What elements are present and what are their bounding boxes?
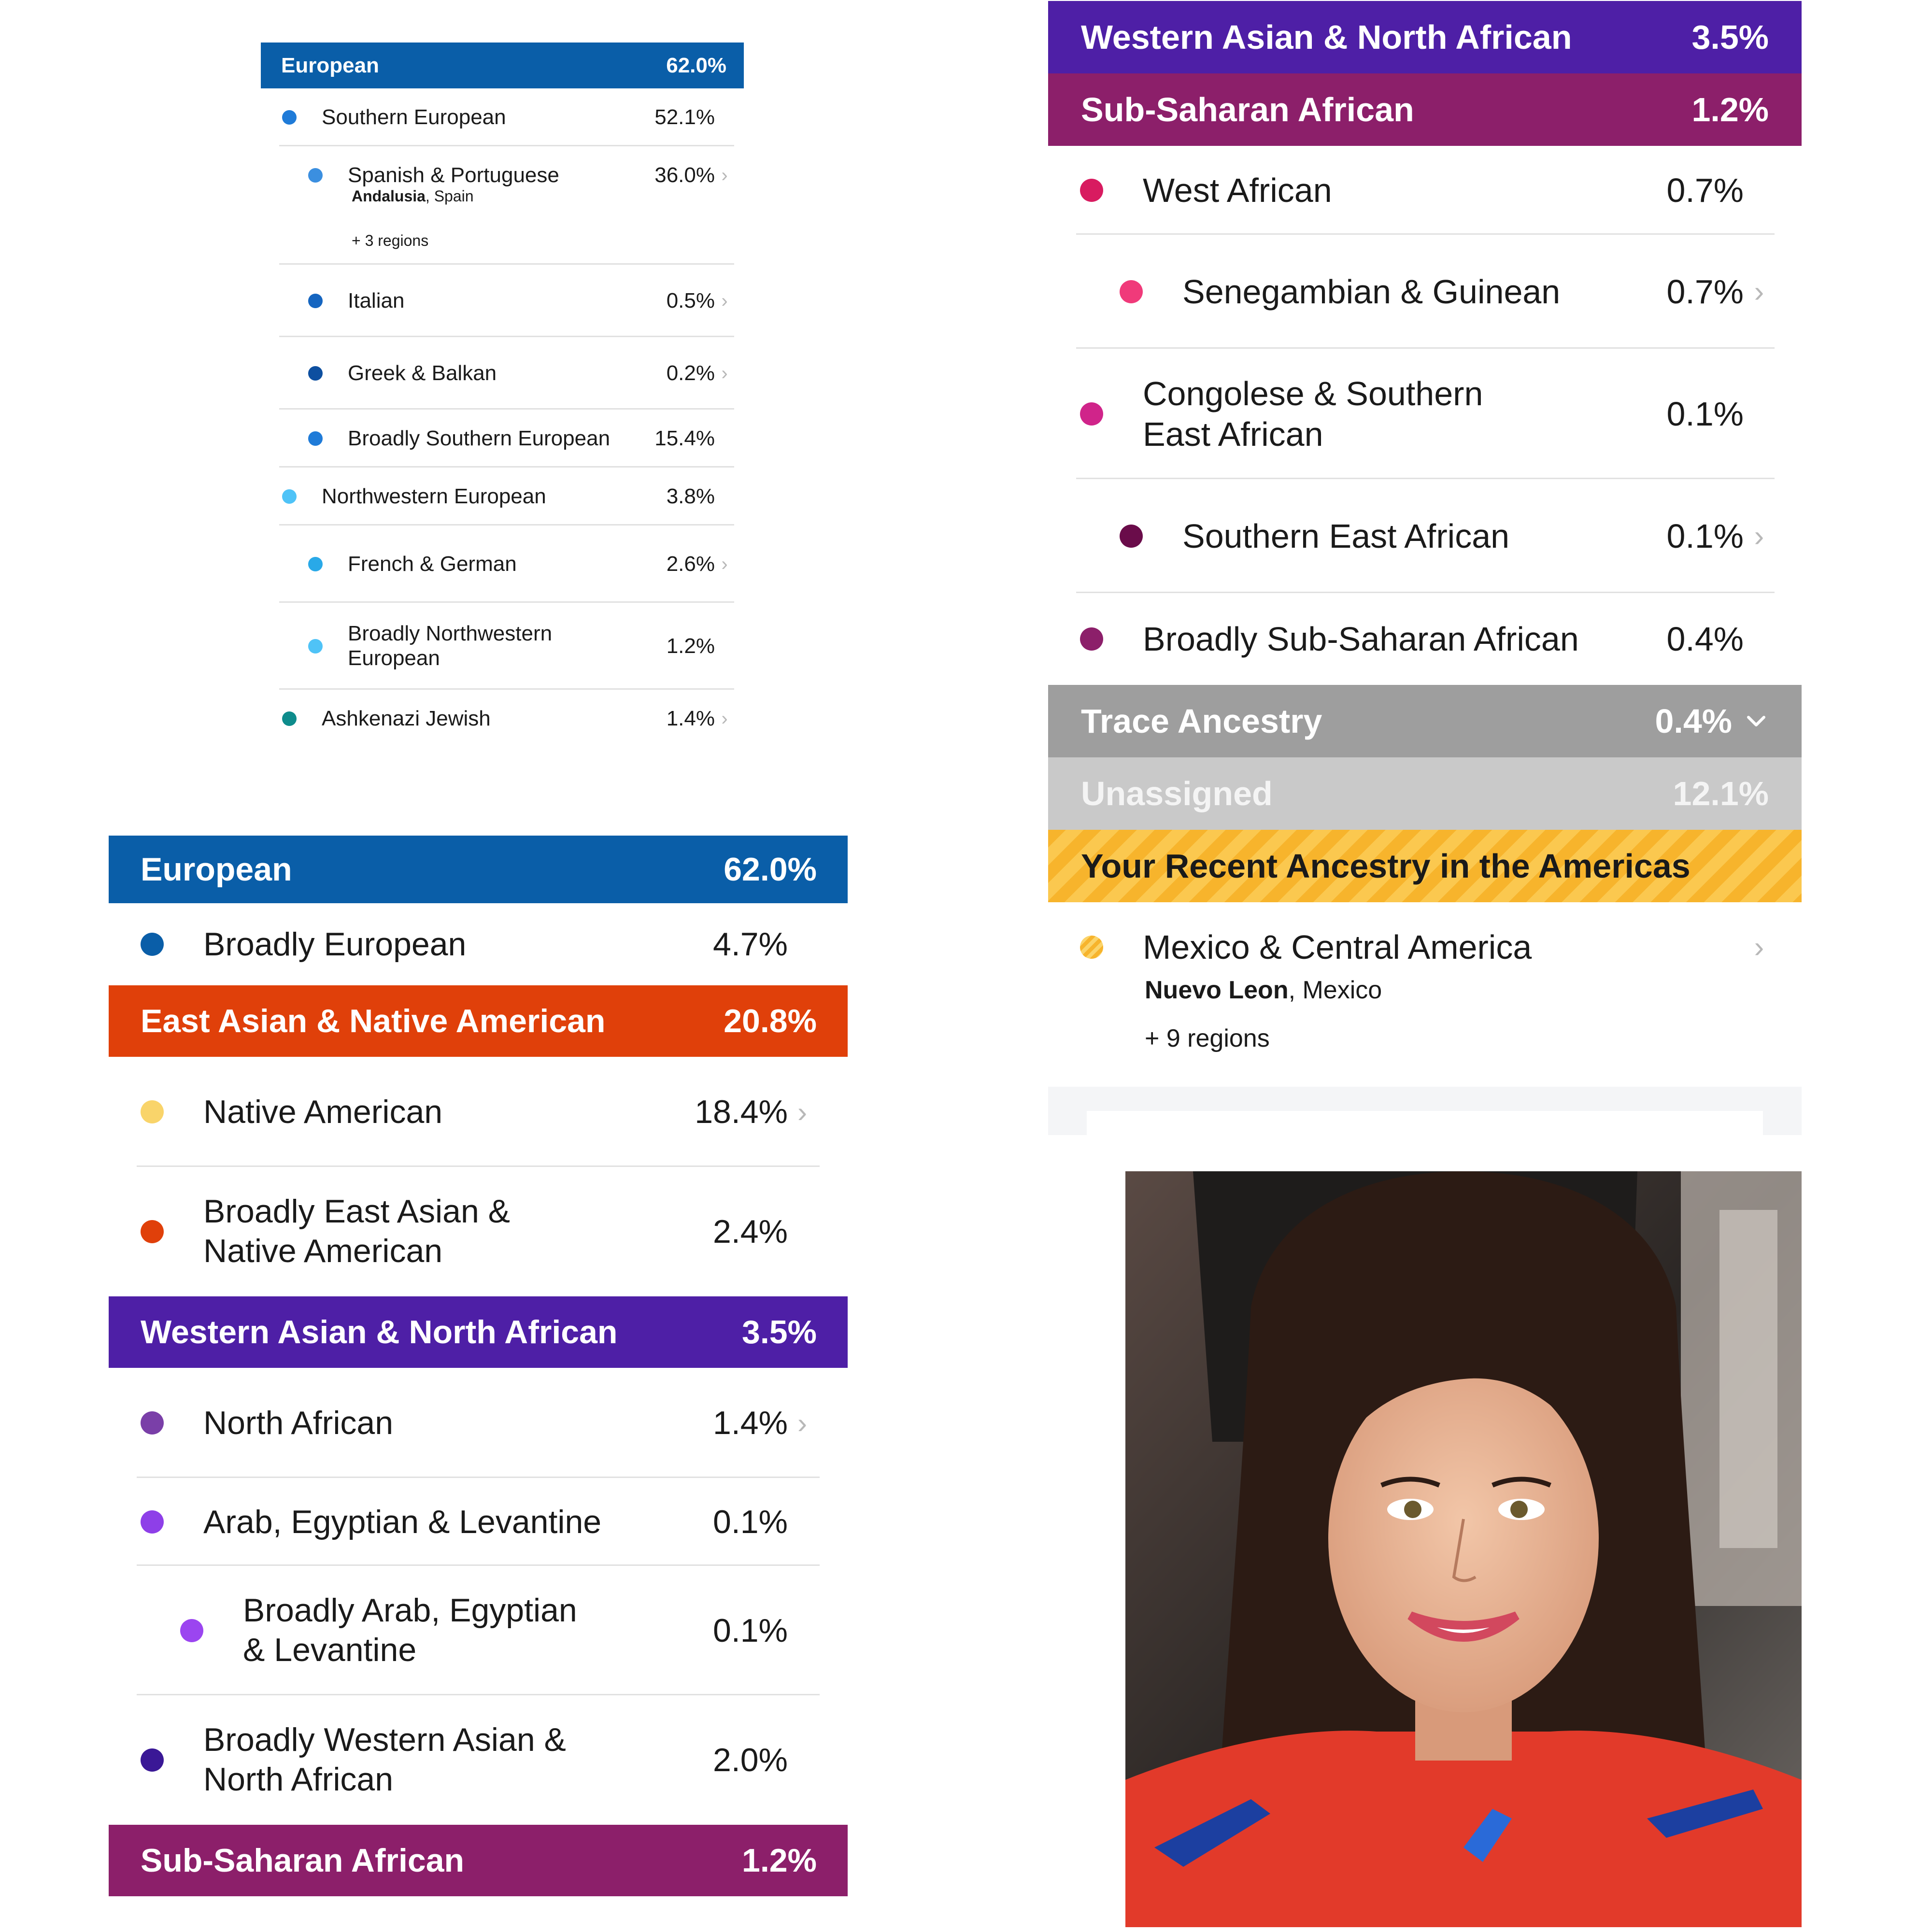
header-label: European bbox=[281, 53, 379, 77]
row-broadly-northwestern-european bbox=[261, 603, 744, 690]
header-label: Trace Ancestry bbox=[1081, 702, 1322, 740]
header-percent: 3.5% bbox=[742, 1314, 817, 1350]
row-label: Southern East African bbox=[1182, 517, 1510, 555]
row-southern-european[interactable] bbox=[261, 88, 744, 146]
trace-ancestry-header[interactable] bbox=[1048, 685, 1802, 757]
row-label: Arab, Egyptian & Levantine bbox=[203, 1504, 602, 1540]
row-percent: 3.8% bbox=[666, 484, 715, 508]
header-percent: 0.4% bbox=[1655, 702, 1732, 740]
row-label: Italian bbox=[348, 289, 405, 313]
row-percent: 0.7% bbox=[1666, 171, 1744, 209]
dot-icon bbox=[141, 933, 164, 956]
row-senegambian-guinean[interactable] bbox=[1048, 235, 1802, 349]
row-label bbox=[348, 622, 642, 670]
row-label: Native American bbox=[203, 1094, 443, 1130]
row-percent: 4.7% bbox=[713, 926, 788, 963]
header-percent: 62.0% bbox=[724, 851, 817, 888]
dot-icon bbox=[308, 557, 323, 571]
european-header[interactable] bbox=[261, 43, 744, 88]
dot-icon bbox=[1080, 179, 1103, 202]
row-label-line1: Broadly Northwestern bbox=[348, 622, 553, 646]
header-percent: 62.0% bbox=[666, 53, 726, 77]
row-label-line2: European bbox=[348, 646, 440, 670]
cut-header-clip bbox=[1048, 18, 1802, 73]
ancestry-panel-european-detail bbox=[261, 43, 744, 767]
dot-icon bbox=[308, 431, 323, 446]
row-percent: 2.6% bbox=[666, 552, 715, 576]
header-label: Sub-Saharan African bbox=[1081, 91, 1414, 128]
dot-icon bbox=[1080, 402, 1103, 426]
chevron-right-icon: › bbox=[721, 362, 728, 384]
dot-icon bbox=[141, 1411, 164, 1435]
dot-icon bbox=[308, 294, 323, 308]
row-label: Northwestern European bbox=[322, 484, 546, 508]
row-west-african[interactable] bbox=[1048, 146, 1802, 235]
row-label-line2: North African bbox=[203, 1761, 394, 1798]
chevron-right-icon: › bbox=[1754, 519, 1764, 553]
row-percent: 0.1% bbox=[1666, 517, 1744, 555]
row-percent: 0.1% bbox=[713, 1504, 788, 1540]
row-percent: 0.5% bbox=[666, 289, 715, 313]
dot-icon bbox=[1120, 525, 1143, 548]
dot-icon bbox=[282, 489, 297, 504]
dot-icon bbox=[1120, 280, 1143, 303]
row-label: Broadly Sub-Saharan African bbox=[1143, 620, 1579, 658]
row-northwestern-european[interactable] bbox=[261, 468, 744, 526]
row-percent: 0.4% bbox=[1666, 620, 1744, 658]
row-label-line1: Broadly Arab, Egyptian bbox=[243, 1592, 577, 1629]
chevron-right-icon: › bbox=[721, 290, 728, 312]
row-percent: 0.1% bbox=[713, 1612, 788, 1649]
row-broadly-european bbox=[109, 903, 848, 985]
row-congolese-southern-east-african[interactable] bbox=[1048, 349, 1802, 479]
dot-icon bbox=[141, 1510, 164, 1534]
row-ashkenazi-jewish[interactable] bbox=[261, 690, 744, 748]
row-label bbox=[1143, 373, 1633, 455]
dot-icon bbox=[282, 711, 297, 726]
more-regions-row[interactable] bbox=[261, 216, 744, 265]
row-percent: 36.0% bbox=[654, 163, 715, 187]
row-label: Greek & Balkan bbox=[348, 361, 497, 385]
dot-icon bbox=[282, 110, 297, 125]
row-label-line1: Congolese & Southern bbox=[1143, 375, 1483, 412]
row-percent: 2.0% bbox=[713, 1742, 788, 1778]
more-regions-link[interactable]: + 9 regions bbox=[1145, 1024, 1270, 1052]
row-label: French & German bbox=[348, 552, 517, 576]
row-label: Senegambian & Guinean bbox=[1182, 273, 1561, 311]
dot-icon bbox=[141, 1220, 164, 1243]
chevron-right-icon: › bbox=[1754, 930, 1764, 964]
region-bold: Nuevo Leon bbox=[1145, 976, 1289, 1004]
dot-icon bbox=[1080, 936, 1103, 959]
chevron-right-icon: › bbox=[721, 708, 728, 729]
chevron-right-icon: › bbox=[721, 164, 728, 186]
row-label bbox=[203, 1192, 682, 1271]
header-label: East Asian & Native American bbox=[141, 1003, 606, 1039]
header-right bbox=[1655, 702, 1769, 740]
row-mexico-central-america[interactable] bbox=[1048, 902, 1802, 992]
row-percent: 1.2% bbox=[666, 634, 715, 658]
selfie-illustration bbox=[1125, 1171, 1802, 1927]
row-label: Broadly Southern European bbox=[348, 426, 611, 450]
row-percent: 15.4% bbox=[654, 426, 715, 450]
western-asian-north-african-header[interactable] bbox=[1048, 1, 1802, 73]
dot-icon bbox=[308, 639, 323, 653]
header-percent: 20.8% bbox=[724, 1003, 817, 1039]
row-label-line2: East African bbox=[1143, 415, 1323, 453]
header-percent: 12.1% bbox=[1673, 775, 1769, 812]
row-label: Southern European bbox=[322, 105, 506, 129]
european-header[interactable] bbox=[109, 836, 848, 903]
row-arab-egyptian-levantine[interactable] bbox=[109, 1478, 848, 1566]
row-percent: 52.1% bbox=[654, 105, 715, 129]
ancestry-panel-summary bbox=[109, 836, 848, 1908]
row-label-line1: Broadly East Asian & bbox=[203, 1193, 511, 1230]
sub-saharan-african-header[interactable] bbox=[1048, 73, 1802, 146]
row-french-german[interactable] bbox=[261, 526, 744, 603]
unassigned-header bbox=[1048, 757, 1802, 830]
dot-icon bbox=[141, 1748, 164, 1772]
row-label-line2: & Levantine bbox=[243, 1632, 417, 1668]
chevron-right-icon: › bbox=[797, 1095, 807, 1128]
row-label-line1: Broadly Western Asian & bbox=[203, 1721, 566, 1759]
row-southern-east-african[interactable] bbox=[1048, 479, 1802, 593]
row-label: Mexico & Central America bbox=[1143, 928, 1532, 966]
card-footer-strip bbox=[1048, 1087, 1802, 1135]
header-percent: 1.2% bbox=[1691, 91, 1769, 128]
recent-ancestry-americas-header bbox=[1048, 830, 1802, 902]
region-rest: , Spain bbox=[425, 187, 474, 205]
row-broadly-southern-european bbox=[261, 410, 744, 468]
dot-icon bbox=[308, 366, 323, 381]
sub-saharan-african-header[interactable] bbox=[109, 1825, 848, 1896]
row-label: Broadly European bbox=[203, 926, 467, 963]
row-broadly-sub-saharan-african bbox=[1048, 593, 1802, 685]
row-percent: 1.4% bbox=[713, 1405, 788, 1441]
selfie-photo bbox=[1125, 1171, 1802, 1927]
chevron-right-icon: › bbox=[1754, 275, 1764, 309]
row-percent: 18.4% bbox=[695, 1094, 788, 1130]
east-asian-native-american-header[interactable] bbox=[109, 985, 848, 1057]
dot-icon bbox=[1080, 627, 1103, 651]
chevron-down-icon[interactable] bbox=[1744, 709, 1769, 734]
header-label: Western Asian & North African bbox=[141, 1314, 618, 1350]
row-label: West African bbox=[1143, 171, 1332, 209]
row-north-african[interactable] bbox=[109, 1368, 848, 1478]
row-label: Ashkenazi Jewish bbox=[322, 707, 491, 730]
header-label: Unassigned bbox=[1081, 775, 1273, 812]
row-label bbox=[243, 1591, 682, 1670]
ancestry-panel-african-detail bbox=[1048, 18, 1802, 1157]
more-regions-link[interactable]: + 3 regions bbox=[352, 231, 429, 249]
row-broadly-western-asian-north-african bbox=[109, 1695, 848, 1825]
header-percent: 3.5% bbox=[1691, 18, 1769, 56]
row-spanish-portuguese[interactable] bbox=[261, 146, 744, 204]
row-percent: 0.2% bbox=[666, 361, 715, 385]
dot-icon bbox=[141, 1100, 164, 1123]
row-label: North African bbox=[203, 1405, 394, 1441]
header-percent: 1.2% bbox=[742, 1842, 817, 1879]
row-percent: 0.7% bbox=[1666, 273, 1744, 311]
row-percent: 1.4% bbox=[666, 707, 715, 730]
row-broadly-arab-egyptian-levantine bbox=[109, 1566, 848, 1695]
western-asian-north-african-header[interactable] bbox=[109, 1296, 848, 1368]
more-regions-row[interactable] bbox=[1048, 1014, 1802, 1063]
header-label: Sub-Saharan African bbox=[141, 1842, 465, 1879]
row-native-american[interactable] bbox=[109, 1057, 848, 1167]
dot-icon bbox=[308, 168, 323, 183]
region-rest: , Mexico bbox=[1288, 976, 1382, 1004]
header-label: Western Asian & North African bbox=[1081, 18, 1572, 56]
header-label: Your Recent Ancestry in the Americas bbox=[1081, 847, 1690, 885]
chevron-right-icon: › bbox=[721, 553, 728, 575]
row-broadly-east-asian-native-american bbox=[109, 1167, 848, 1296]
row-percent: 2.4% bbox=[713, 1213, 788, 1250]
region-bold: Andalusia bbox=[352, 187, 426, 205]
row-percent: 0.1% bbox=[1666, 395, 1744, 433]
dot-icon bbox=[180, 1619, 203, 1642]
row-greek-balkan[interactable] bbox=[261, 337, 744, 410]
next-card-edge bbox=[1087, 1111, 1763, 1135]
row-label-line2: Native American bbox=[203, 1233, 443, 1269]
chevron-right-icon: › bbox=[797, 1406, 807, 1439]
row-italian[interactable] bbox=[261, 265, 744, 337]
header-label: European bbox=[141, 851, 292, 888]
row-label: Spanish & Portuguese bbox=[348, 163, 559, 187]
row-label bbox=[203, 1720, 682, 1799]
